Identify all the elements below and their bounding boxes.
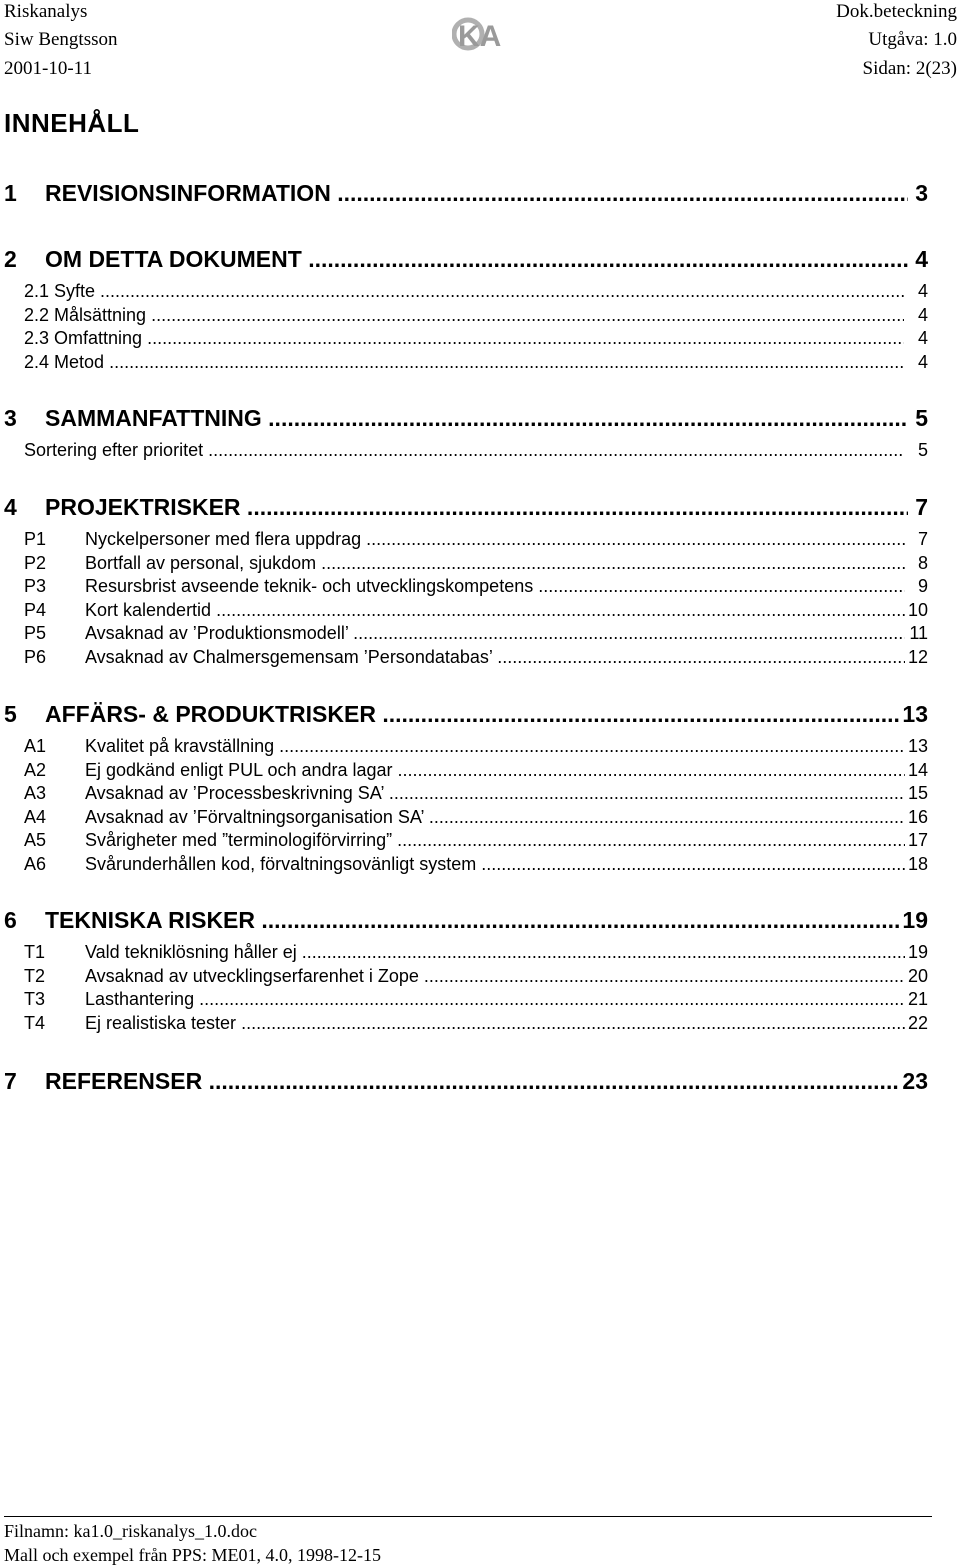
toc-entry-code: T4: [24, 1012, 46, 1033]
toc-entry-page: 12: [905, 645, 928, 669]
toc-entry-title: 2.1 Syfte .....: [24, 279, 904, 303]
toc-entry-page: 5: [915, 438, 928, 462]
toc-entry-title: Kort kalendertid .....: [85, 598, 905, 622]
toc-section-number: 1: [4, 180, 17, 206]
footer-template: Mall och exempel från PPS: ME01, 4.0, 1998-12-15: [4, 1545, 381, 1565]
toc-entry-code: P3: [24, 576, 47, 596]
toc-entry-title: Avsaknad av ’Förvaltningsorganisation SA’ .....: [85, 805, 905, 829]
toc-entry[interactable]: [0, 1011, 960, 1035]
toc-entry[interactable]: [0, 781, 960, 805]
toc-title: INNEHÅLL: [4, 108, 140, 138]
toc-entry[interactable]: [0, 551, 960, 575]
toc-section-4[interactable]: [0, 492, 960, 522]
toc-entry-page: 8: [915, 551, 928, 575]
toc-entry-title: 2.2 Målsättning .....: [24, 303, 904, 327]
toc-section-number: 3: [4, 405, 17, 431]
toc-entry-page: 4: [915, 303, 928, 327]
toc-entry-title: 2.4 Metod .....: [24, 350, 904, 374]
toc-entry-code: T1: [24, 942, 46, 962]
toc-entry[interactable]: [0, 852, 960, 876]
toc-entry[interactable]: [0, 438, 960, 462]
toc-entry[interactable]: [0, 598, 960, 622]
doc-type: Riskanalys: [4, 1, 88, 22]
toc-entry-code: P1: [24, 529, 47, 549]
toc-entry[interactable]: [0, 350, 960, 374]
footer-filename: Filnamn: ka1.0_riskanalys_1.0.doc: [4, 1521, 257, 1541]
toc-entry-page: 21: [905, 987, 928, 1011]
toc-entry[interactable]: [0, 527, 960, 551]
toc-section-page: 23: [899, 1066, 928, 1096]
toc-entry-page: 7: [915, 527, 928, 551]
toc-entry-page: 18: [905, 852, 928, 876]
toc-section-7[interactable]: [0, 1066, 960, 1096]
toc-entry-code: A6: [24, 853, 47, 874]
toc-entry-title: Kvalitet på kravställning .....: [85, 734, 905, 758]
toc-entry[interactable]: [0, 964, 960, 988]
toc-section-5[interactable]: [0, 699, 960, 729]
toc-entry-page: 17: [905, 828, 928, 852]
toc-entry-code: P2: [24, 552, 47, 573]
toc-section-3[interactable]: [0, 403, 960, 433]
toc-section-number: 4: [4, 494, 17, 520]
toc-entry-title: Nyckelpersoner med flera uppdrag .....: [85, 527, 905, 551]
toc-section-1[interactable]: [0, 178, 960, 208]
toc-entry-page: 20: [905, 964, 928, 988]
toc-entry-page: 4: [915, 350, 928, 374]
toc-section-page: 5: [912, 403, 928, 433]
toc-section-number: 5: [4, 701, 17, 727]
toc-entry-code: P6: [24, 646, 47, 667]
toc-entry-title: Avsaknad av Chalmersgemensam ’Persondatabas’ .....: [85, 645, 905, 669]
toc-entry-title: Sortering efter prioritet .....: [24, 438, 904, 462]
toc-entry[interactable]: [0, 805, 960, 829]
toc-entry[interactable]: [0, 326, 960, 350]
version: Utgåva: 1.0: [868, 29, 957, 50]
toc-section-page: 7: [912, 492, 928, 522]
toc-section-page: 4: [912, 244, 928, 274]
toc-entry[interactable]: [0, 621, 960, 645]
toc-entry-code: T2: [24, 965, 46, 986]
toc-entry-page: 9: [915, 574, 928, 598]
toc-entry-page: 19: [905, 940, 928, 964]
toc-section-6[interactable]: [0, 905, 960, 935]
date: 2001-10-11: [4, 58, 92, 79]
toc-entry-page: 11: [906, 621, 928, 645]
toc-entry-title: Bortfall av personal, sjukdom .....: [85, 551, 905, 575]
toc-section-title: SAMMANFATTNING .....: [45, 403, 908, 433]
doc-id-label: Dok.beteckning: [836, 1, 957, 22]
toc-entry[interactable]: [0, 574, 960, 598]
toc-entry[interactable]: [0, 734, 960, 758]
toc-section-page: 13: [899, 699, 928, 729]
toc-section-page: 19: [899, 905, 928, 935]
toc-entry-page: 4: [915, 279, 928, 303]
toc-entry-code: A2: [24, 759, 47, 780]
toc-entry-page: 22: [905, 1011, 928, 1035]
company-logo: [452, 10, 512, 60]
toc-entry-title: Avsaknad av ’Processbeskrivning SA’ .....: [85, 781, 905, 805]
toc-entry-title: Resursbrist avseende teknik- och utvecklingskompetens .....: [85, 574, 905, 598]
toc-section-number: 7: [4, 1068, 17, 1094]
toc-entry[interactable]: [0, 940, 960, 964]
toc-section-title: PROJEKTRISKER .....: [45, 492, 908, 522]
toc-section-title: AFFÄRS- & PRODUKTRISKER .....: [45, 699, 908, 729]
toc-entry-page: 14: [905, 758, 928, 782]
toc-entry-title: Svårunderhållen kod, förvaltningsovänligt system .....: [85, 852, 905, 876]
toc-section-page: 3: [912, 178, 928, 208]
toc-section-title: OM DETTA DOKUMENT .....: [45, 244, 908, 274]
footer-divider: [4, 1516, 932, 1517]
page-number: Sidan: 2(23): [862, 58, 957, 79]
toc-entry[interactable]: [0, 758, 960, 782]
toc-entry-code: P5: [24, 623, 47, 643]
toc-section-title: TEKNISKA RISKER .....: [45, 905, 908, 935]
toc-entry[interactable]: [0, 987, 960, 1011]
toc-section-title: REFERENSER .....: [45, 1066, 908, 1096]
toc-entry[interactable]: [0, 279, 960, 303]
toc-entry-title: Lasthantering .....: [85, 987, 905, 1011]
logo-text: KA: [458, 20, 502, 53]
toc-section-number: 2: [4, 246, 17, 272]
author: Siw Bengtsson: [4, 29, 118, 50]
toc-entry-title: Ej godkänd enligt PUL och andra lagar .....: [85, 758, 905, 782]
toc-entry[interactable]: [0, 828, 960, 852]
toc-entry-title: Ej realistiska tester .....: [85, 1011, 905, 1035]
toc-entry-code: A3: [24, 783, 47, 803]
page-header: [0, 0, 960, 90]
toc-entry-title: Avsaknad av utvecklingserfarenhet i Zope .....: [85, 964, 905, 988]
toc-entry-title: Vald tekniklösning håller ej .....: [85, 940, 905, 964]
toc-entry-page: 15: [905, 781, 928, 805]
toc-entry[interactable]: [0, 303, 960, 327]
toc-entry-code: T3: [24, 989, 46, 1009]
toc-entry-title: Avsaknad av ’Produktionsmodell’ .....: [85, 621, 905, 645]
toc-entry-code: A1: [24, 736, 47, 756]
toc-entry-code: A4: [24, 806, 47, 827]
toc-entry-code: A5: [24, 830, 47, 850]
toc-entry-page: 16: [905, 805, 928, 829]
toc-entry-page: 13: [905, 734, 928, 758]
toc-section-number: 6: [4, 907, 17, 933]
toc-section-2[interactable]: [0, 244, 960, 274]
toc-entry-page: 4: [915, 326, 928, 350]
toc-entry-title: Svårigheter med ”terminologiförvirring” .....: [85, 828, 905, 852]
toc-entry-code: P4: [24, 599, 47, 620]
toc-entry-title: 2.3 Omfattning .....: [24, 326, 904, 350]
toc-section-title: REVISIONSINFORMATION .....: [45, 178, 908, 208]
toc-entry[interactable]: [0, 645, 960, 669]
toc-entry-page: 10: [905, 598, 928, 622]
